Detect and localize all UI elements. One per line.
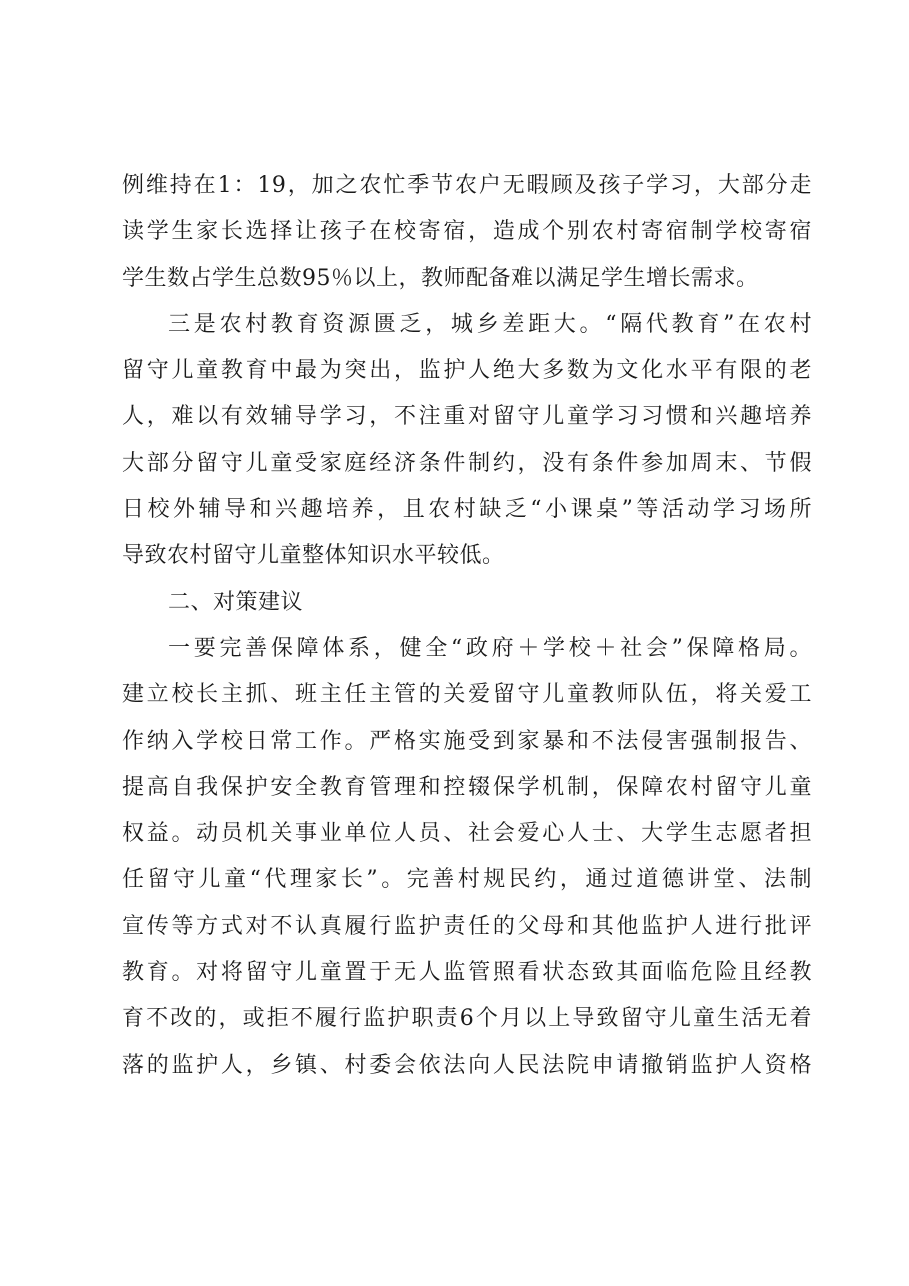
text-line: 学生数占学生总数95％以上，教师配备难以满足学生增长需求。 (122, 265, 759, 291)
text-line: 落的监护人，乡镇、村委会依法向人民法院申请撤销监护人资格 (122, 1052, 812, 1078)
text-line: 育不改的，或拒不履行监护职责6个月以上导致留守儿童生活无着 (122, 1006, 812, 1032)
text-line: 作纳入学校日常工作。严格实施受到家暴和不法侵害强制报告、 (122, 728, 812, 754)
text-line: 建立校长主抓、班主任主管的关爱留守儿童教师队伍，将关爱工 (122, 682, 812, 708)
text-line: 留守儿童教育中最为突出，监护人绝大多数为文化水平有限的老 (122, 358, 812, 384)
text-line: 读学生家长选择让孩子在校寄宿，造成个别农村寄宿制学校寄宿 (122, 219, 812, 245)
text-line: 人，难以有效辅导学习，不注重对留守儿童学习习惯和兴趣培养 (122, 404, 812, 430)
text-line: 提高自我保护安全教育管理和控辍保学机制，保障农村留守儿童 (122, 774, 812, 800)
section-heading: 二、对策建议 (168, 589, 304, 615)
text-line: 任留守儿童“代理家长”。完善村规民约，通过道德讲堂、法制 (122, 867, 812, 893)
text-line: 教育。对将留守儿童置于无人监管照看状态致其面临危险且经教 (122, 960, 812, 986)
text-line: 大部分留守儿童受家庭经济条件制约，没有条件参加周末、节假 (122, 450, 812, 476)
text-line: 宣传等方式对不认真履行监护责任的父母和其他监护人进行批评 (122, 913, 812, 939)
text-line: 一要完善保障体系，健全“政府＋学校＋社会”保障格局。 (168, 635, 812, 661)
body-text (122, 163, 812, 1089)
text-line: 日校外辅导和兴趣培养，且农村缺乏“小课桌”等活动学习场所 (122, 497, 812, 523)
text-line: 权益。动员机关事业单位人员、社会爱心人士、大学生志愿者担 (122, 821, 812, 847)
text-line: 导致农村留守儿童整体知识水平较低。 (122, 543, 505, 569)
text-line: 三是农村教育资源匮乏，城乡差距大。“隔代教育”在农村 (168, 311, 812, 337)
text-line: 例维持在1：19，加之农忙季节农户无暇顾及孩子学习，大部分走 (122, 173, 812, 198)
